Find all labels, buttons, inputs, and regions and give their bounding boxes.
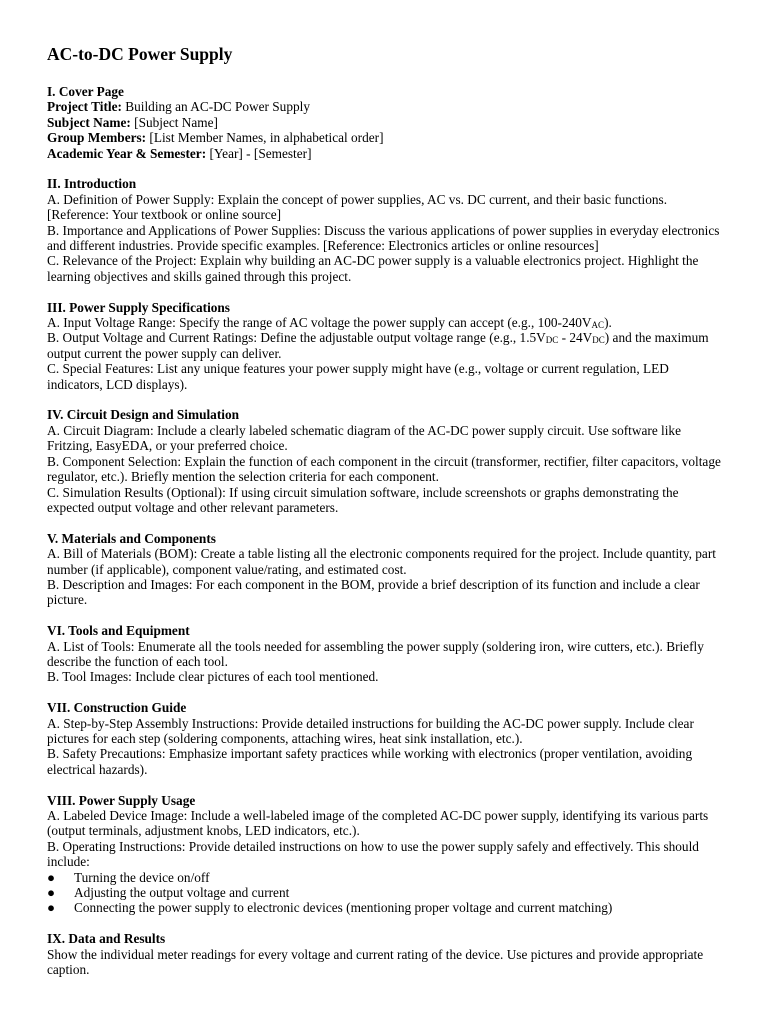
paragraph-bom: A. Bill of Materials (BOM): Create a table listing all the electronic components required for the project. Include quantity, part number (if applicable), component value/rating, and estimated cost. [47,546,716,577]
output-voltage-text-1: B. Output Voltage and Current Ratings: Define the adjustable output voltage range (e.g., 1.5V [47,330,546,346]
bullet-icon: ● [47,869,56,885]
usage-bullet-list [47,870,722,916]
list-item [47,900,722,915]
bullet-icon: ● [47,885,56,901]
project-title-label: Project Title: [47,99,122,115]
list-item-text: Adjusting the output voltage and current [74,885,290,901]
academic-year-label: Academic Year & Semester: [47,145,207,161]
list-item [47,870,722,885]
paragraph-component-selection: B. Component Selection: Explain the function of each component in the circuit (transformer, rectifier, filter capacitors, voltage regulator, etc.). Briefly mention the selection criteria for each component. [47,453,721,485]
section-heading: II. Introduction [47,176,137,192]
paragraph-safety-precautions: B. Safety Precautions: Emphasize important safety practices while working with electronics (proper ventilation, avoiding electrical hazards). [47,746,693,777]
group-members-label: Group Members: [47,130,147,146]
section-heading: III. Power Supply Specifications [47,299,230,315]
section-heading: I. Cover Page [47,84,124,99]
paragraph-importance: B. Importance and Applications of Power Supplies: Discuss the various applications of power supplies in everyday electronics and different industries. Provide specific examples. [Reference: Electronics articles or online resources] [47,222,720,254]
section-circuit-design [47,407,722,515]
document-title: AC-to-DC Power Supply [47,44,233,64]
paragraph-special-features: C. Special Features: List any unique features your power supply might have (e.g., voltage or current regulation, LED indicators, LCD displays). [47,361,669,392]
section-specifications [47,300,722,392]
section-introduction [47,176,722,284]
paragraph-assembly-instructions: A. Step-by-Step Assembly Instructions: Provide detailed instructions for building the AC-DC power supply. Include clear pictures for each step (soldering components, attaching wires, heat sink installation, etc.). [47,715,694,746]
subscript-dc: DC [545,335,559,346]
output-voltage-text-2: - 24V [558,330,593,346]
section-materials [47,531,722,608]
paragraph-simulation-results: C. Simulation Results (Optional): If using circuit simulation software, include screenshots or graphs demonstrating the expected output voltage and other relevant parameters. [47,484,679,515]
section-heading: VI. Tools and Equipment [47,623,190,639]
output-voltage-text-3: ) and the maximum output current the power supply can deliver. [47,330,709,361]
paragraph-description-images: B. Description and Images: For each component in the BOM, provide a brief description of its function and include a clear picture. [47,576,700,608]
group-members-value: [List Member Names, in alphabetical order] [146,130,384,146]
section-cover-page [47,84,722,161]
input-voltage-text: A. Input Voltage Range: Specify the range of AC voltage the power supply can accept (e.g., 100-240V [47,315,592,331]
subject-name-value: [Subject Name] [130,114,218,130]
subscript-dc: DC [592,335,605,346]
section-heading: IX. Data and Results [47,931,166,947]
section-construction [47,700,722,777]
paragraph-data-results: Show the individual meter readings for every voltage and current rating of the device. Use pictures and provide appropriate caption. [47,946,704,978]
paragraph-circuit-diagram: A. Circuit Diagram: Include a clearly labeled schematic diagram of the AC-DC power supply circuit. Use software like Fritzing, EasyEDA, or your preferred choice. [47,422,681,454]
paragraph-input-voltage [47,315,722,330]
list-item [47,885,722,900]
bullet-icon: ● [47,900,56,916]
section-heading: VII. Construction Guide [47,700,187,716]
group-members-line [47,130,722,145]
project-title-value: Building an AC-DC Power Supply [121,99,310,115]
list-item-text: Turning the device on/off [74,869,210,885]
section-heading: IV. Circuit Design and Simulation [47,407,239,423]
paragraph-list-of-tools: A. List of Tools: Enumerate all the tools needed for assembling the power supply (soldering iron, wire cutters, etc.). Briefly describe the function of each tool. [47,638,704,669]
paragraph-definition: A. Definition of Power Supply: Explain the concept of power supplies, AC vs. DC current, and their basic functions. [Reference: Your textbook or online source] [47,191,668,223]
project-title-line [47,99,722,114]
paragraph-tool-images: B. Tool Images: Include clear pictures of each tool mentioned. [47,669,379,685]
academic-year-line [47,146,722,161]
section-tools [47,623,722,685]
input-voltage-end: ). [604,315,612,331]
section-usage [47,793,722,916]
paragraph-output-voltage [47,330,722,361]
academic-year-value: [Year] - [Semester] [206,145,312,161]
paragraph-labeled-device-image: A. Labeled Device Image: Include a well-labeled image of the completed AC-DC power supply, identifying its various parts (output terminals, adjustment knobs, LED indicators, etc.). [47,807,709,839]
paragraph-relevance: C. Relevance of the Project: Explain why building an AC-DC power supply is a valuable electronics project. Highlight the learning objectives and skills gained through this project. [47,253,699,284]
paragraph-operating-instructions: B. Operating Instructions: Provide detailed instructions on how to use the power supply safely and effectively. This should include: [47,838,699,870]
subscript-ac: AC [591,320,605,331]
section-heading: V. Materials and Components [47,530,216,546]
subject-name-label: Subject Name: [47,114,131,130]
list-item-text: Connecting the power supply to electronic devices (mentioning proper voltage and current matching) [74,900,613,916]
section-data-results [47,931,722,977]
section-heading: VIII. Power Supply Usage [47,792,196,808]
subject-name-line [47,115,722,130]
